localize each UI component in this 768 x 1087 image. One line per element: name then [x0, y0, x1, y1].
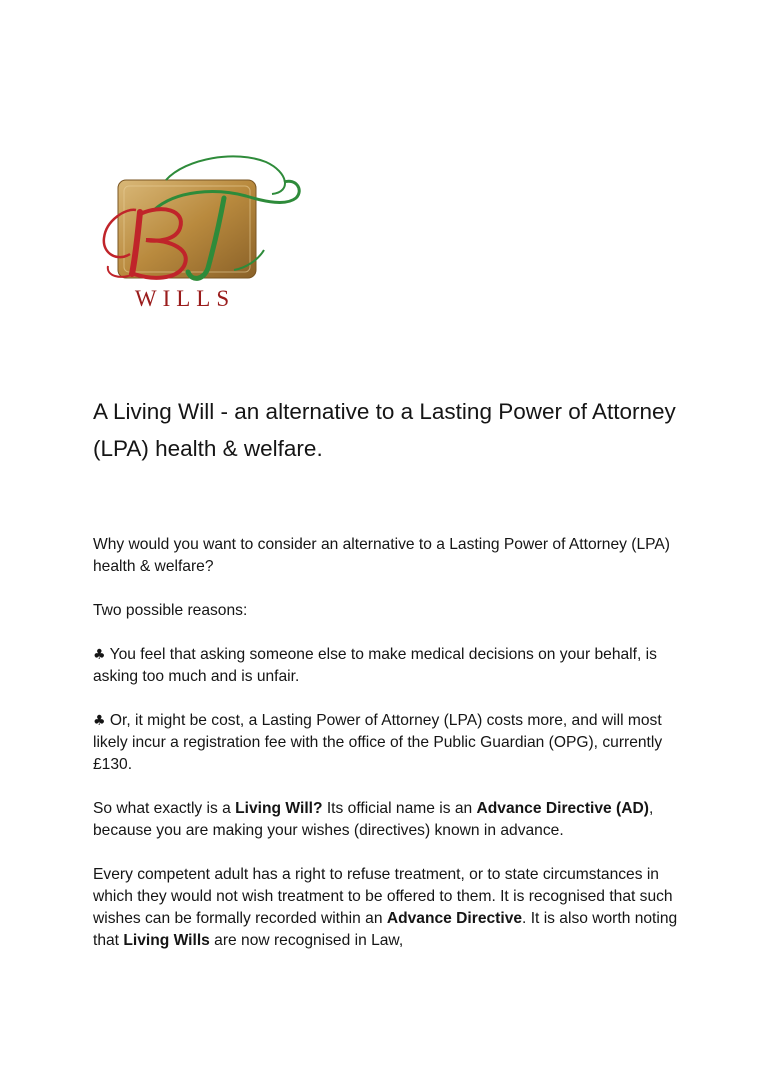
reason-1-text: You feel that asking someone else to make medical decisions on your behalf, is asking too much and is unfair. [93, 646, 657, 685]
reason-2 [93, 710, 683, 776]
reason-2-text: Or, it might be cost, a Lasting Power of Attorney (LPA) costs more, and will most likely incur a registration fee with the office of the Public Guardian (OPG), currently £130. [93, 712, 663, 773]
rights-paragraph [93, 864, 683, 952]
text-run: . It is also worth noting that [93, 910, 678, 949]
bold-run: Living Wills [123, 932, 210, 949]
bold-run: Advance Directive [386, 910, 523, 927]
living-will-paragraph [93, 798, 683, 842]
club-bullet-icon: ♣ [93, 713, 106, 729]
text-run: , because you are making your wishes (directives) known in advance. [93, 800, 654, 839]
document-body [93, 534, 683, 974]
text-run: are now recognised in Law, [209, 932, 404, 949]
reasons-heading: Two possible reasons: [93, 602, 248, 619]
document-title: A Living Will - an alternative to a Lasting Power of Attorney (LPA) health & welfare. [93, 399, 676, 461]
logo-caption: WILLS [134, 286, 236, 311]
text-run: Its official name is an [322, 800, 477, 817]
bold-run: Living Will? [235, 800, 323, 817]
text-run: So what exactly is a [93, 800, 236, 817]
club-bullet-icon: ♣ [93, 647, 106, 663]
intro-question: Why would you want to consider an alternative to a Lasting Power of Attorney (LPA) health & welfare? [93, 536, 670, 575]
text-run: Every competent adult has a right to refuse treatment, or to state circumstances in which they would not wish treatment to be offered to them. It is recognised that such wishes can be formally recorded within an [93, 866, 673, 927]
reason-1 [93, 644, 683, 688]
bt-wills-logo [96, 150, 306, 320]
bold-run: Advance Directive (AD) [476, 800, 649, 817]
